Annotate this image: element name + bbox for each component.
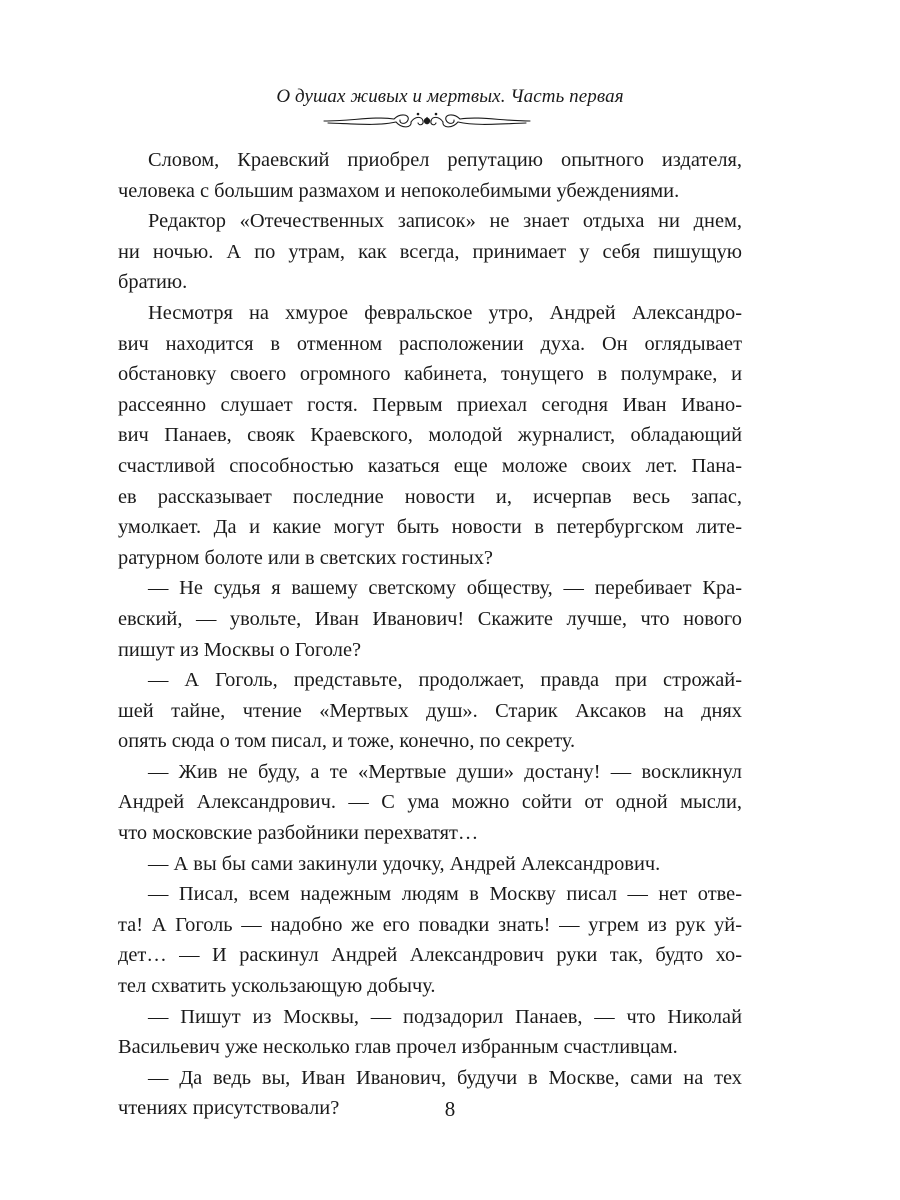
text-line: вич находится в отменном расположении духа. Он оглядывает xyxy=(118,332,742,355)
text-line: — Писал, всем надежным людям в Москву писал — нет отве- xyxy=(148,883,742,906)
text-line: умолкает. Да и какие могут быть новости в петербургском лите- xyxy=(118,516,742,539)
text-line: человека с большим размахом и непоколебимыми убеждениями. xyxy=(118,179,680,202)
text-line: — Жив не буду, а те «Мертвые души» достану! — воскликнул xyxy=(148,760,742,783)
text-line: Редактор «Отечественных записок» не знает отдыха ни днем, xyxy=(148,210,742,233)
text-line: — Пишут из Москвы, — подзадорил Панаев, — что Николай xyxy=(148,1005,742,1028)
text-line: пишут из Москвы о Гоголе? xyxy=(118,638,362,661)
text-line: Словом, Краевский приобрел репутацию опытного издателя, xyxy=(148,149,742,171)
text-line: дет… — И раскинул Андрей Александрович руки так, будто хо- xyxy=(118,944,742,967)
text-line: евский, — увольте, Иван Иванович! Скажите лучше, что нового xyxy=(118,607,742,630)
text-line: тел схватить ускользающую добычу. xyxy=(118,975,436,998)
text-line: — Не судья я вашему светскому обществу, — перебивает Кра- xyxy=(148,577,742,600)
text-line: рассеянно слушает гостя. Первым приехал сегодня Иван Ивано- xyxy=(118,393,742,416)
text-line: ни ночью. А по утрам, как всегда, принимает у себя пишущую xyxy=(118,240,742,263)
text-line: обстановку своего огромного кабинета, тонущего в полумраке, и xyxy=(118,363,742,386)
text-line: та! А Гоголь — надобно же его повадки знать! — угрем из рук уй- xyxy=(118,913,742,936)
text-line: опять сюда о том писал, и тоже, конечно, по секрету. xyxy=(118,730,576,753)
running-head: О душах живых и мертвых. Часть первая xyxy=(276,86,624,107)
text-line: — А Гоголь, представьте, продолжает, правда при строжай- xyxy=(148,669,742,692)
text-line: — Да ведь вы, Иван Иванович, будучи в Москве, сами на тех xyxy=(148,1066,742,1089)
text-line: ратурном болоте или в светских гостиных? xyxy=(118,546,493,569)
body-text xyxy=(118,145,742,1124)
text-line: Васильевич уже несколько глав прочел избранным счастливцам. xyxy=(118,1036,678,1059)
text-line: счастливой способностью казаться еще моложе своих лет. Пана- xyxy=(118,454,742,477)
text-line: братию. xyxy=(118,271,188,294)
text-line: Несмотря на хмурое февральское утро, Андрей Александро- xyxy=(148,301,742,324)
text-line: что московские разбойники перехватят… xyxy=(118,822,479,845)
text-line: шей тайне, чтение «Мертвых душ». Старик Аксаков на днях xyxy=(118,699,742,722)
text-line: Андрей Александрович. — С ума можно сойти от одной мысли, xyxy=(118,791,742,814)
text-line: вич Панаев, свояк Краевского, молодой журналист, обладающий xyxy=(118,424,742,447)
ornament-flourish-icon xyxy=(322,108,532,134)
text-line: — А вы бы сами закинули удочку, Андрей Александрович. xyxy=(148,852,661,875)
page-number: 8 xyxy=(444,1097,456,1121)
text-line: чтениях присутствовали? xyxy=(118,1097,340,1120)
text-line: ев рассказывает последние новости и, исчерпав весь запас, xyxy=(118,485,742,508)
